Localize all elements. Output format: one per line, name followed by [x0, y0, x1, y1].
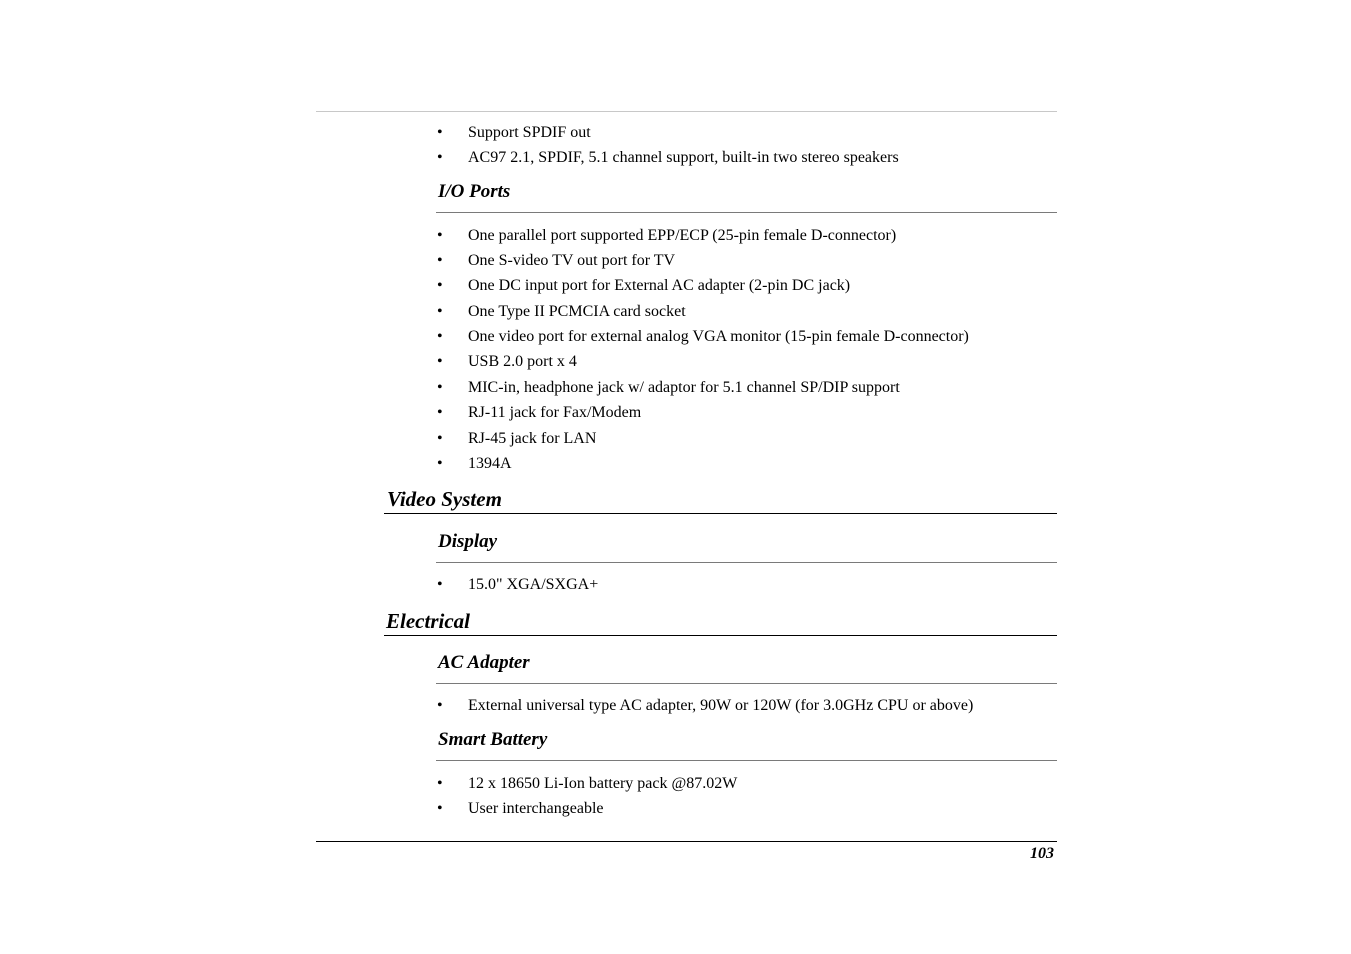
display-heading: Display: [438, 531, 498, 552]
io-ports-heading: I/O Ports: [438, 181, 511, 202]
list-item-text: 15.0" XGA/SXGA+: [468, 576, 599, 593]
list-item-text: User interchangeable: [468, 800, 604, 817]
list-item-text: RJ-11 jack for Fax/Modem: [468, 404, 642, 421]
smart-battery-heading: Smart Battery: [438, 729, 548, 750]
electrical-heading: Electrical: [386, 609, 470, 633]
bullet-icon: •: [437, 303, 443, 320]
video-system-rule: [384, 513, 1057, 514]
list-item-text: One S-video TV out port for TV: [468, 252, 676, 269]
list-item-text: One parallel port supported EPP/ECP (25-pin female D-connector): [468, 227, 897, 244]
list-item-text: One Type II PCMCIA card socket: [468, 303, 686, 320]
footer-rule: [316, 841, 1057, 842]
list-item-text: One DC input port for External AC adapter (2-pin DC jack): [468, 277, 851, 294]
bullet-icon: •: [437, 277, 443, 294]
ac-adapter-rule: [436, 683, 1057, 684]
video-system-heading: Video System: [387, 487, 502, 511]
smart-battery-rule: [436, 760, 1057, 761]
bullet-icon: •: [437, 455, 443, 472]
bullet-icon: •: [437, 775, 443, 792]
bullet-icon: •: [437, 149, 443, 166]
list-item-text: MIC-in, headphone jack w/ adaptor for 5.1 channel SP/DIP support: [468, 379, 900, 396]
bullet-icon: •: [437, 227, 443, 244]
list-item-text: One video port for external analog VGA monitor (15-pin female D-connector): [468, 328, 969, 345]
bullet-icon: •: [437, 576, 443, 593]
bullet-icon: •: [437, 252, 443, 269]
bullet-icon: •: [437, 328, 443, 345]
list-item-text: External universal type AC adapter, 90W or 120W (for 3.0GHz CPU or above): [468, 697, 974, 714]
ac-adapter-heading: AC Adapter: [438, 652, 530, 673]
bullet-icon: •: [437, 379, 443, 396]
display-rule: [436, 562, 1057, 563]
list-item-text: USB 2.0 port x 4: [468, 353, 577, 370]
bullet-icon: •: [437, 124, 443, 141]
bullet-icon: •: [437, 697, 443, 714]
header-rule: [316, 111, 1057, 112]
electrical-rule: [384, 635, 1057, 636]
page-number: 103: [1030, 845, 1054, 862]
bullet-icon: •: [437, 800, 443, 817]
list-item-text: RJ-45 jack for LAN: [468, 430, 597, 447]
list-item-text: Support SPDIF out: [468, 124, 591, 141]
list-item-text: AC97 2.1, SPDIF, 5.1 channel support, built-in two stereo speakers: [468, 149, 899, 166]
io-ports-rule: [436, 212, 1057, 213]
bullet-icon: •: [437, 404, 443, 421]
bullet-icon: •: [437, 353, 443, 370]
list-item-text: 1394A: [468, 455, 512, 472]
bullet-icon: •: [437, 430, 443, 447]
list-item-text: 12 x 18650 Li-Ion battery pack @87.02W: [468, 775, 738, 792]
